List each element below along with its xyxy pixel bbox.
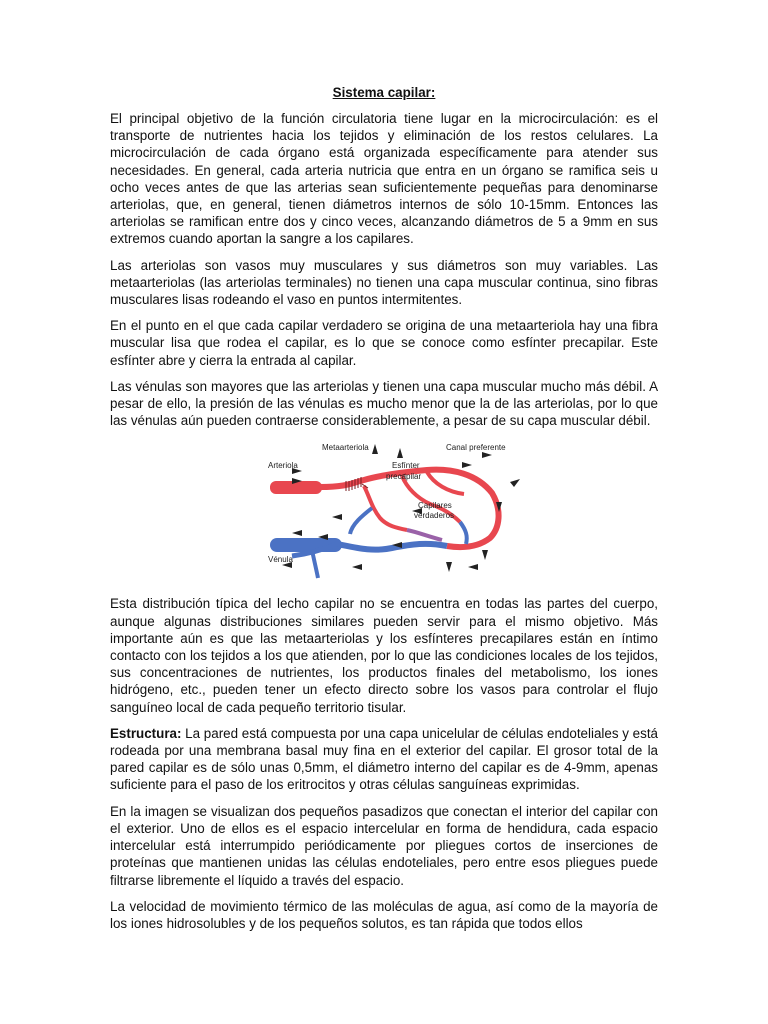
true-capillary xyxy=(350,508,372,534)
estructura-text: La pared está compuesta por una capa unicelular de células endoteliales y está rodeada por una membrana basal muy fina en el exterior del capilar. El grosor total de la pared capilar es de sólo unas 0,5mm, el diámetro interno del capilar es de 4-9mm, apenas suficiente para el paso de los eritrocitos y otras células sanguíneas exprimidas. xyxy=(110,725,658,793)
paragraph-velocidad: La velocidad de movimiento térmico de las moléculas de agua, así como de la mayoría de los iones hidrosolubles y de los pequeños solutos, es tan rápida que todos ellos xyxy=(110,898,658,931)
capillary-bed-figure xyxy=(110,438,658,586)
paragraph-arteriolas: Las arteriolas son vasos muy musculares y sus diámetros son muy variables. Las metaarteriolas (las arteriolas terminales) no tienen una capa muscular continua, sino fibras musculares lisas rodeando el vaso en puntos intermitentes. xyxy=(110,257,658,308)
canal-venous-part xyxy=(337,544,447,550)
label-canal-preferente: Canal preferente xyxy=(446,443,506,453)
paragraph-estructura xyxy=(110,725,658,794)
venula-branch xyxy=(312,550,318,578)
document-content xyxy=(110,84,658,941)
paragraph-distribucion: Esta distribución típica del lecho capilar no se encuentra en todas las partes del cuerpo, aunque algunas distribuciones similares pueden servir para el mismo objetivo. Más importante aún es que las metaarteriolas y los esfínteres precapilares están en íntimo contacto con los tejidos a los que atienden, por lo que las condiciones locales de los tejidos, sus concentraciones de nutrientes, los productos finales del metabolismo, los iones hidrógeno, etc., pueden tener un efecto directo sobre los vasos para controlar el flujo sanguíneo local de cada pequeño territorio tisular. xyxy=(110,596,658,715)
metaarteriola-vessel xyxy=(320,470,499,547)
paragraph-intro: El principal objetivo de la función circulatoria tiene lugar en la microcirculación: es el transporte de nutrientes hacia los tejidos y eliminación de los restos celulares. La microcirculación de cada órgano está organizada específicamente para atender sus necesidades. En general, cada arteria nutricia que entra en un órgano se ramifica seis u ocho veces antes de que las arterias sean suficientemente pequeñas para denominarse arteriolas, que, en general, tienen diámetros internos de sólo 10-15mm. Entonces las arteriolas se ramifican entre dos y cinco veces, alcanzando diámetros de 5 a 9mm en sus extremos cuando aportan la sangre a los capilares. xyxy=(110,111,658,247)
label-precapilar: precapilar xyxy=(386,472,422,482)
label-arteriola: Arteriola xyxy=(268,461,298,471)
capillary-diagram xyxy=(252,438,520,586)
true-capillary xyxy=(407,530,442,540)
paragraph-imagen: En la imagen se visualizan dos pequeños pasadizos que conectan el interior del capilar con el exterior. Uno de ellos es el espacio intercelular en forma de hendidura, cada espacio intercelular está interrumpido periódicamente por pliegues cortos de inserciones de proteínas que mantienen unidas las células endoteliales, pero entre esos pliegues puede filtrarse libremente el líquido a través del espacio. xyxy=(110,803,658,888)
estructura-label: Estructura: xyxy=(110,725,182,741)
arteriola-vessel xyxy=(270,481,322,494)
label-metaarteriola: Metaarteriola xyxy=(322,443,369,453)
label-capilares: Capilares xyxy=(418,501,452,511)
page-title: Sistema capilar: xyxy=(332,85,436,100)
label-esfinter: Esfínter xyxy=(392,461,420,471)
paragraph-esfinter: En el punto en el que cada capilar verdadero se origina de una metaarteriola hay una fibra muscular lisa que rodea el capilar, es lo que se conoce como esfínter precapilar. Este esfínter abre y cierra la entrada al capilar. xyxy=(110,318,658,368)
label-venula: Vénula xyxy=(268,555,293,565)
label-verdaderos: verdaderos xyxy=(414,511,455,521)
paragraph-venulas: Las vénulas son mayores que las arteriolas y tienen una capa muscular mucho más débil. A pesar de ello, la presión de las vénulas es mucho menor que la de las arteriolas, por lo que las vénulas aún pueden contraerse considerablemente, a pesar de su capa muscular débil. xyxy=(110,378,658,429)
true-capillary xyxy=(460,522,467,544)
